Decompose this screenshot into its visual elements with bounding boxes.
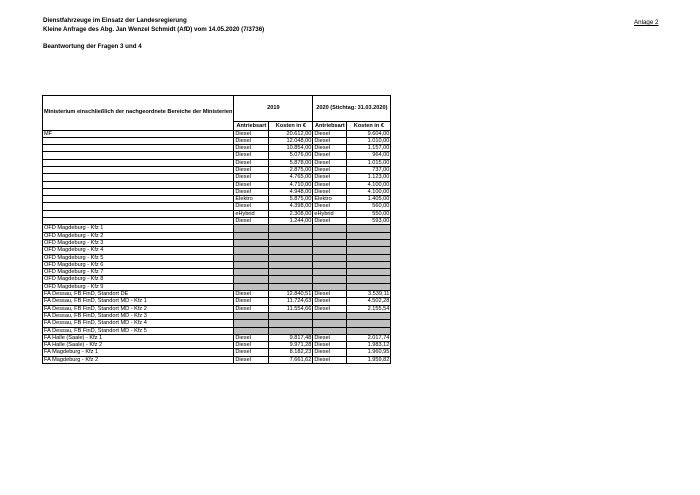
drive-type-2020-cell: Diesel: [313, 181, 347, 188]
drive-type-2019-cell: [234, 283, 269, 290]
drive-type-2019-cell: Diesel: [234, 203, 269, 210]
drive-type-2020-cell: eHybrid: [313, 210, 347, 217]
vehicle-name-cell: [43, 152, 234, 159]
table-row: [43, 225, 391, 232]
drive-type-2019-cell: [234, 327, 269, 334]
drive-type-2020-cell: Diesel: [313, 298, 347, 305]
cost-2019-cell: [269, 261, 313, 268]
vehicle-name-cell: OFD Magdeburg - Kfz 4: [43, 247, 234, 254]
cost-2020-cell: 550,00: [347, 210, 391, 217]
subheader-kosten-2019: Kosten in €: [269, 122, 313, 131]
cost-2020-cell: [347, 312, 391, 319]
drive-type-2020-cell: [313, 254, 347, 261]
document-inquiry: Kleine Anfrage des Abg. Jan Wenzel Schmidt (AfD) vom 14.05.2020 (7/3736): [43, 25, 265, 33]
drive-type-2019-cell: Diesel: [234, 291, 269, 298]
drive-type-2019-cell: Diesel: [234, 137, 269, 144]
vehicle-name-cell: OFD Magdeburg - Kfz 6: [43, 261, 234, 268]
cost-2019-cell: 4.710,00: [269, 181, 313, 188]
drive-type-2019-cell: [234, 276, 269, 283]
annex-label: Anlage 2: [634, 19, 659, 26]
cost-2020-cell: [347, 239, 391, 246]
cost-2019-cell: 5.878,00: [269, 159, 313, 166]
cost-2019-cell: [269, 312, 313, 319]
cost-2020-cell: [347, 254, 391, 261]
vehicle-name-cell: FA Dessau, FB FinD, Standort MD - Kfz 5: [43, 327, 234, 334]
cost-2019-cell: 5.875,00: [269, 196, 313, 203]
cost-2019-cell: [269, 225, 313, 232]
cost-2019-cell: [269, 254, 313, 261]
cost-2020-cell: [347, 283, 391, 290]
document-subtitle: Beantwortung der Fragen 3 und 4: [43, 43, 142, 50]
drive-type-2019-cell: Diesel: [234, 174, 269, 181]
drive-type-2019-cell: Diesel: [234, 188, 269, 195]
drive-type-2020-cell: Diesel: [313, 159, 347, 166]
drive-type-2020-cell: Diesel: [313, 145, 347, 152]
subheader-kosten-2020: Kosten in €: [347, 122, 391, 131]
cost-2019-cell: 12.840,51: [269, 291, 313, 298]
drive-type-2020-cell: [313, 320, 347, 327]
table-row: [43, 276, 391, 283]
table-row: [43, 320, 391, 327]
drive-type-2019-cell: Diesel: [234, 159, 269, 166]
cost-2020-cell: [347, 261, 391, 268]
table-row: [43, 159, 391, 166]
table-row: [43, 298, 391, 305]
table-row: [43, 327, 391, 334]
vehicle-name-cell: OFD Magdeburg - Kfz 3: [43, 239, 234, 246]
vehicle-name-cell: OFD Magdeburg - Kfz 2: [43, 232, 234, 239]
drive-type-2019-cell: eHybrid: [234, 210, 269, 217]
vehicle-name-cell: FA Dessau, FB FinD, Standort MD - Kfz 2: [43, 305, 234, 312]
header-ministry: Ministerium einschließlich der nachgeordnete Bereiche der Ministerien: [43, 96, 234, 131]
cost-2020-cell: 593,00: [347, 218, 391, 225]
subheader-antrieb-2020: Antriebsart: [313, 122, 347, 131]
vehicle-name-cell: MF: [43, 130, 234, 137]
drive-type-2020-cell: Elektro: [313, 196, 347, 203]
drive-type-2020-cell: [313, 232, 347, 239]
table-row: [43, 334, 391, 341]
cost-2019-cell: 8.182,23: [269, 349, 313, 356]
drive-type-2019-cell: Diesel: [234, 166, 269, 173]
vehicle-name-cell: FA Halle (Saale) - Kfz 1: [43, 334, 234, 341]
vehicle-name-cell: FA Magdeburg - Kfz 1: [43, 349, 234, 356]
drive-type-2019-cell: Diesel: [234, 218, 269, 225]
table-row: [43, 247, 391, 254]
vehicle-name-cell: [43, 181, 234, 188]
vehicle-name-cell: [43, 137, 234, 144]
drive-type-2019-cell: [234, 247, 269, 254]
drive-type-2020-cell: Diesel: [313, 342, 347, 349]
cost-2020-cell: [347, 225, 391, 232]
drive-type-2020-cell: [313, 283, 347, 290]
drive-type-2020-cell: Diesel: [313, 349, 347, 356]
drive-type-2020-cell: Diesel: [313, 203, 347, 210]
cost-2019-cell: 2.308,00: [269, 210, 313, 217]
document-title: Dienstfahrzeuge im Einsatz der Landesregierung: [43, 17, 187, 24]
drive-type-2020-cell: [313, 225, 347, 232]
drive-type-2020-cell: [313, 247, 347, 254]
drive-type-2019-cell: [234, 269, 269, 276]
drive-type-2020-cell: Diesel: [313, 130, 347, 137]
table-row: [43, 261, 391, 268]
header-2019: 2019: [234, 96, 313, 122]
cost-2020-cell: [347, 276, 391, 283]
cost-2019-cell: 12.048,00: [269, 137, 313, 144]
document-header: [43, 17, 264, 34]
vehicle-name-cell: FA Dessau, FB FinD, Standort DE: [43, 291, 234, 298]
drive-type-2019-cell: Diesel: [234, 152, 269, 159]
drive-type-2019-cell: [234, 232, 269, 239]
vehicle-name-cell: OFD Magdeburg - Kfz 9: [43, 283, 234, 290]
drive-type-2020-cell: Diesel: [313, 137, 347, 144]
drive-type-2020-cell: [313, 261, 347, 268]
drive-type-2019-cell: [234, 225, 269, 232]
cost-2020-cell: [347, 327, 391, 334]
cost-2019-cell: 10.854,00: [269, 145, 313, 152]
table-row: [43, 269, 391, 276]
drive-type-2019-cell: [234, 261, 269, 268]
drive-type-2020-cell: Diesel: [313, 188, 347, 195]
drive-type-2020-cell: Diesel: [313, 166, 347, 173]
drive-type-2020-cell: [313, 276, 347, 283]
vehicle-name-cell: OFD Magdeburg - Kfz 1: [43, 225, 234, 232]
cost-2019-cell: 1.244,00: [269, 218, 313, 225]
table-row: [43, 210, 391, 217]
cost-2019-cell: 9.817,48: [269, 334, 313, 341]
vehicle-name-cell: FA Dessau, FB FinD, Standort MD - Kfz 3: [43, 312, 234, 319]
cost-2020-cell: 1.960,95: [347, 349, 391, 356]
cost-2019-cell: [269, 232, 313, 239]
cost-2019-cell: 4.398,00: [269, 203, 313, 210]
drive-type-2019-cell: Diesel: [234, 145, 269, 152]
cost-2020-cell: 1.157,00: [347, 145, 391, 152]
vehicle-name-cell: FA Magdeburg - Kfz 2: [43, 356, 234, 363]
drive-type-2020-cell: [313, 312, 347, 319]
vehicle-name-cell: FA Dessau, FB FinD, Standort MD - Kfz 4: [43, 320, 234, 327]
drive-type-2020-cell: Diesel: [313, 305, 347, 312]
table-row: [43, 181, 391, 188]
drive-type-2019-cell: Diesel: [234, 305, 269, 312]
table-row: [43, 283, 391, 290]
drive-type-2020-cell: Diesel: [313, 291, 347, 298]
cost-2020-cell: [347, 232, 391, 239]
cost-2019-cell: 9.971,28: [269, 342, 313, 349]
cost-2019-cell: 4.765,00: [269, 174, 313, 181]
cost-2019-cell: [269, 239, 313, 246]
table-row: [43, 145, 391, 152]
cost-2020-cell: [347, 247, 391, 254]
cost-2020-cell: 1.010,00: [347, 137, 391, 144]
vehicle-name-cell: FA Dessau, FB FinD, Standort MD - Kfz 1: [43, 298, 234, 305]
cost-2019-cell: 20.612,00: [269, 130, 313, 137]
table-row: [43, 239, 391, 246]
cost-2020-cell: [347, 320, 391, 327]
table-row: [43, 232, 391, 239]
table-row: [43, 305, 391, 312]
table-row: [43, 174, 391, 181]
cost-2020-cell: 1.983,12: [347, 342, 391, 349]
vehicle-name-cell: [43, 145, 234, 152]
vehicle-name-cell: [43, 174, 234, 181]
cost-2020-cell: 4.100,00: [347, 181, 391, 188]
drive-type-2020-cell: [313, 239, 347, 246]
drive-type-2019-cell: [234, 239, 269, 246]
vehicle-name-cell: [43, 218, 234, 225]
drive-type-2019-cell: Diesel: [234, 298, 269, 305]
cost-2020-cell: 737,00: [347, 166, 391, 173]
cost-2020-cell: 560,00: [347, 203, 391, 210]
subheader-antrieb-2019: Antriebsart: [234, 122, 269, 131]
cost-2019-cell: [269, 269, 313, 276]
cost-2020-cell: 1.015,00: [347, 159, 391, 166]
cost-2020-cell: 4.502,28: [347, 298, 391, 305]
cost-2020-cell: 964,00: [347, 152, 391, 159]
header-2020: 2020 (Stichtag: 31.03.2020): [313, 96, 391, 122]
table-row: [43, 203, 391, 210]
vehicle-name-cell: OFD Magdeburg - Kfz 7: [43, 269, 234, 276]
cost-2020-cell: 1.405,00: [347, 196, 391, 203]
vehicle-cost-table: [42, 95, 391, 364]
drive-type-2019-cell: Diesel: [234, 356, 269, 363]
table-row: [43, 218, 391, 225]
table-row: [43, 137, 391, 144]
cost-2020-cell: 3.539,11: [347, 291, 391, 298]
table-row: [43, 291, 391, 298]
table-row: [43, 349, 391, 356]
drive-type-2019-cell: Diesel: [234, 334, 269, 341]
cost-2019-cell: 7.661,62: [269, 356, 313, 363]
cost-2019-cell: [269, 283, 313, 290]
drive-type-2019-cell: Diesel: [234, 349, 269, 356]
vehicle-name-cell: [43, 210, 234, 217]
drive-type-2020-cell: [313, 269, 347, 276]
vehicle-name-cell: [43, 196, 234, 203]
cost-2019-cell: 11.554,66: [269, 305, 313, 312]
drive-type-2019-cell: [234, 312, 269, 319]
vehicle-name-cell: OFD Magdeburg - Kfz 8: [43, 276, 234, 283]
drive-type-2019-cell: Diesel: [234, 181, 269, 188]
drive-type-2020-cell: Diesel: [313, 334, 347, 341]
drive-type-2020-cell: Diesel: [313, 152, 347, 159]
cost-2019-cell: 4.948,00: [269, 188, 313, 195]
vehicle-name-cell: [43, 203, 234, 210]
table-row: [43, 196, 391, 203]
drive-type-2020-cell: [313, 327, 347, 334]
table-body: [43, 130, 391, 364]
cost-2020-cell: 4.100,00: [347, 188, 391, 195]
cost-2020-cell: [347, 269, 391, 276]
vehicle-name-cell: [43, 188, 234, 195]
cost-2019-cell: [269, 327, 313, 334]
table-row: [43, 312, 391, 319]
drive-type-2020-cell: Diesel: [313, 356, 347, 363]
table-row: [43, 152, 391, 159]
vehicle-name-cell: FA Halle (Saale) - Kfz 2: [43, 342, 234, 349]
drive-type-2020-cell: Diesel: [313, 174, 347, 181]
cost-2020-cell: 2.017,74: [347, 334, 391, 341]
table-row: [43, 130, 391, 137]
table-row: [43, 342, 391, 349]
cost-2020-cell: 2.155,54: [347, 305, 391, 312]
cost-2019-cell: [269, 320, 313, 327]
vehicle-name-cell: [43, 159, 234, 166]
drive-type-2020-cell: Diesel: [313, 218, 347, 225]
table-row: [43, 254, 391, 261]
table-row: [43, 166, 391, 173]
cost-2020-cell: 9.604,00: [347, 130, 391, 137]
cost-2020-cell: 1.959,82: [347, 356, 391, 363]
cost-2019-cell: 5.076,00: [269, 152, 313, 159]
cost-2019-cell: [269, 276, 313, 283]
table-row: [43, 356, 391, 363]
drive-type-2019-cell: Diesel: [234, 342, 269, 349]
cost-2019-cell: 2.875,00: [269, 166, 313, 173]
cost-2020-cell: 1.123,00: [347, 174, 391, 181]
cost-2019-cell: [269, 247, 313, 254]
drive-type-2019-cell: Diesel: [234, 130, 269, 137]
table-row: [43, 188, 391, 195]
drive-type-2019-cell: Elektro: [234, 196, 269, 203]
cost-2019-cell: 11.724,63: [269, 298, 313, 305]
vehicle-name-cell: OFD Magdeburg - Kfz 5: [43, 254, 234, 261]
drive-type-2019-cell: [234, 320, 269, 327]
drive-type-2019-cell: [234, 254, 269, 261]
vehicle-name-cell: [43, 166, 234, 173]
